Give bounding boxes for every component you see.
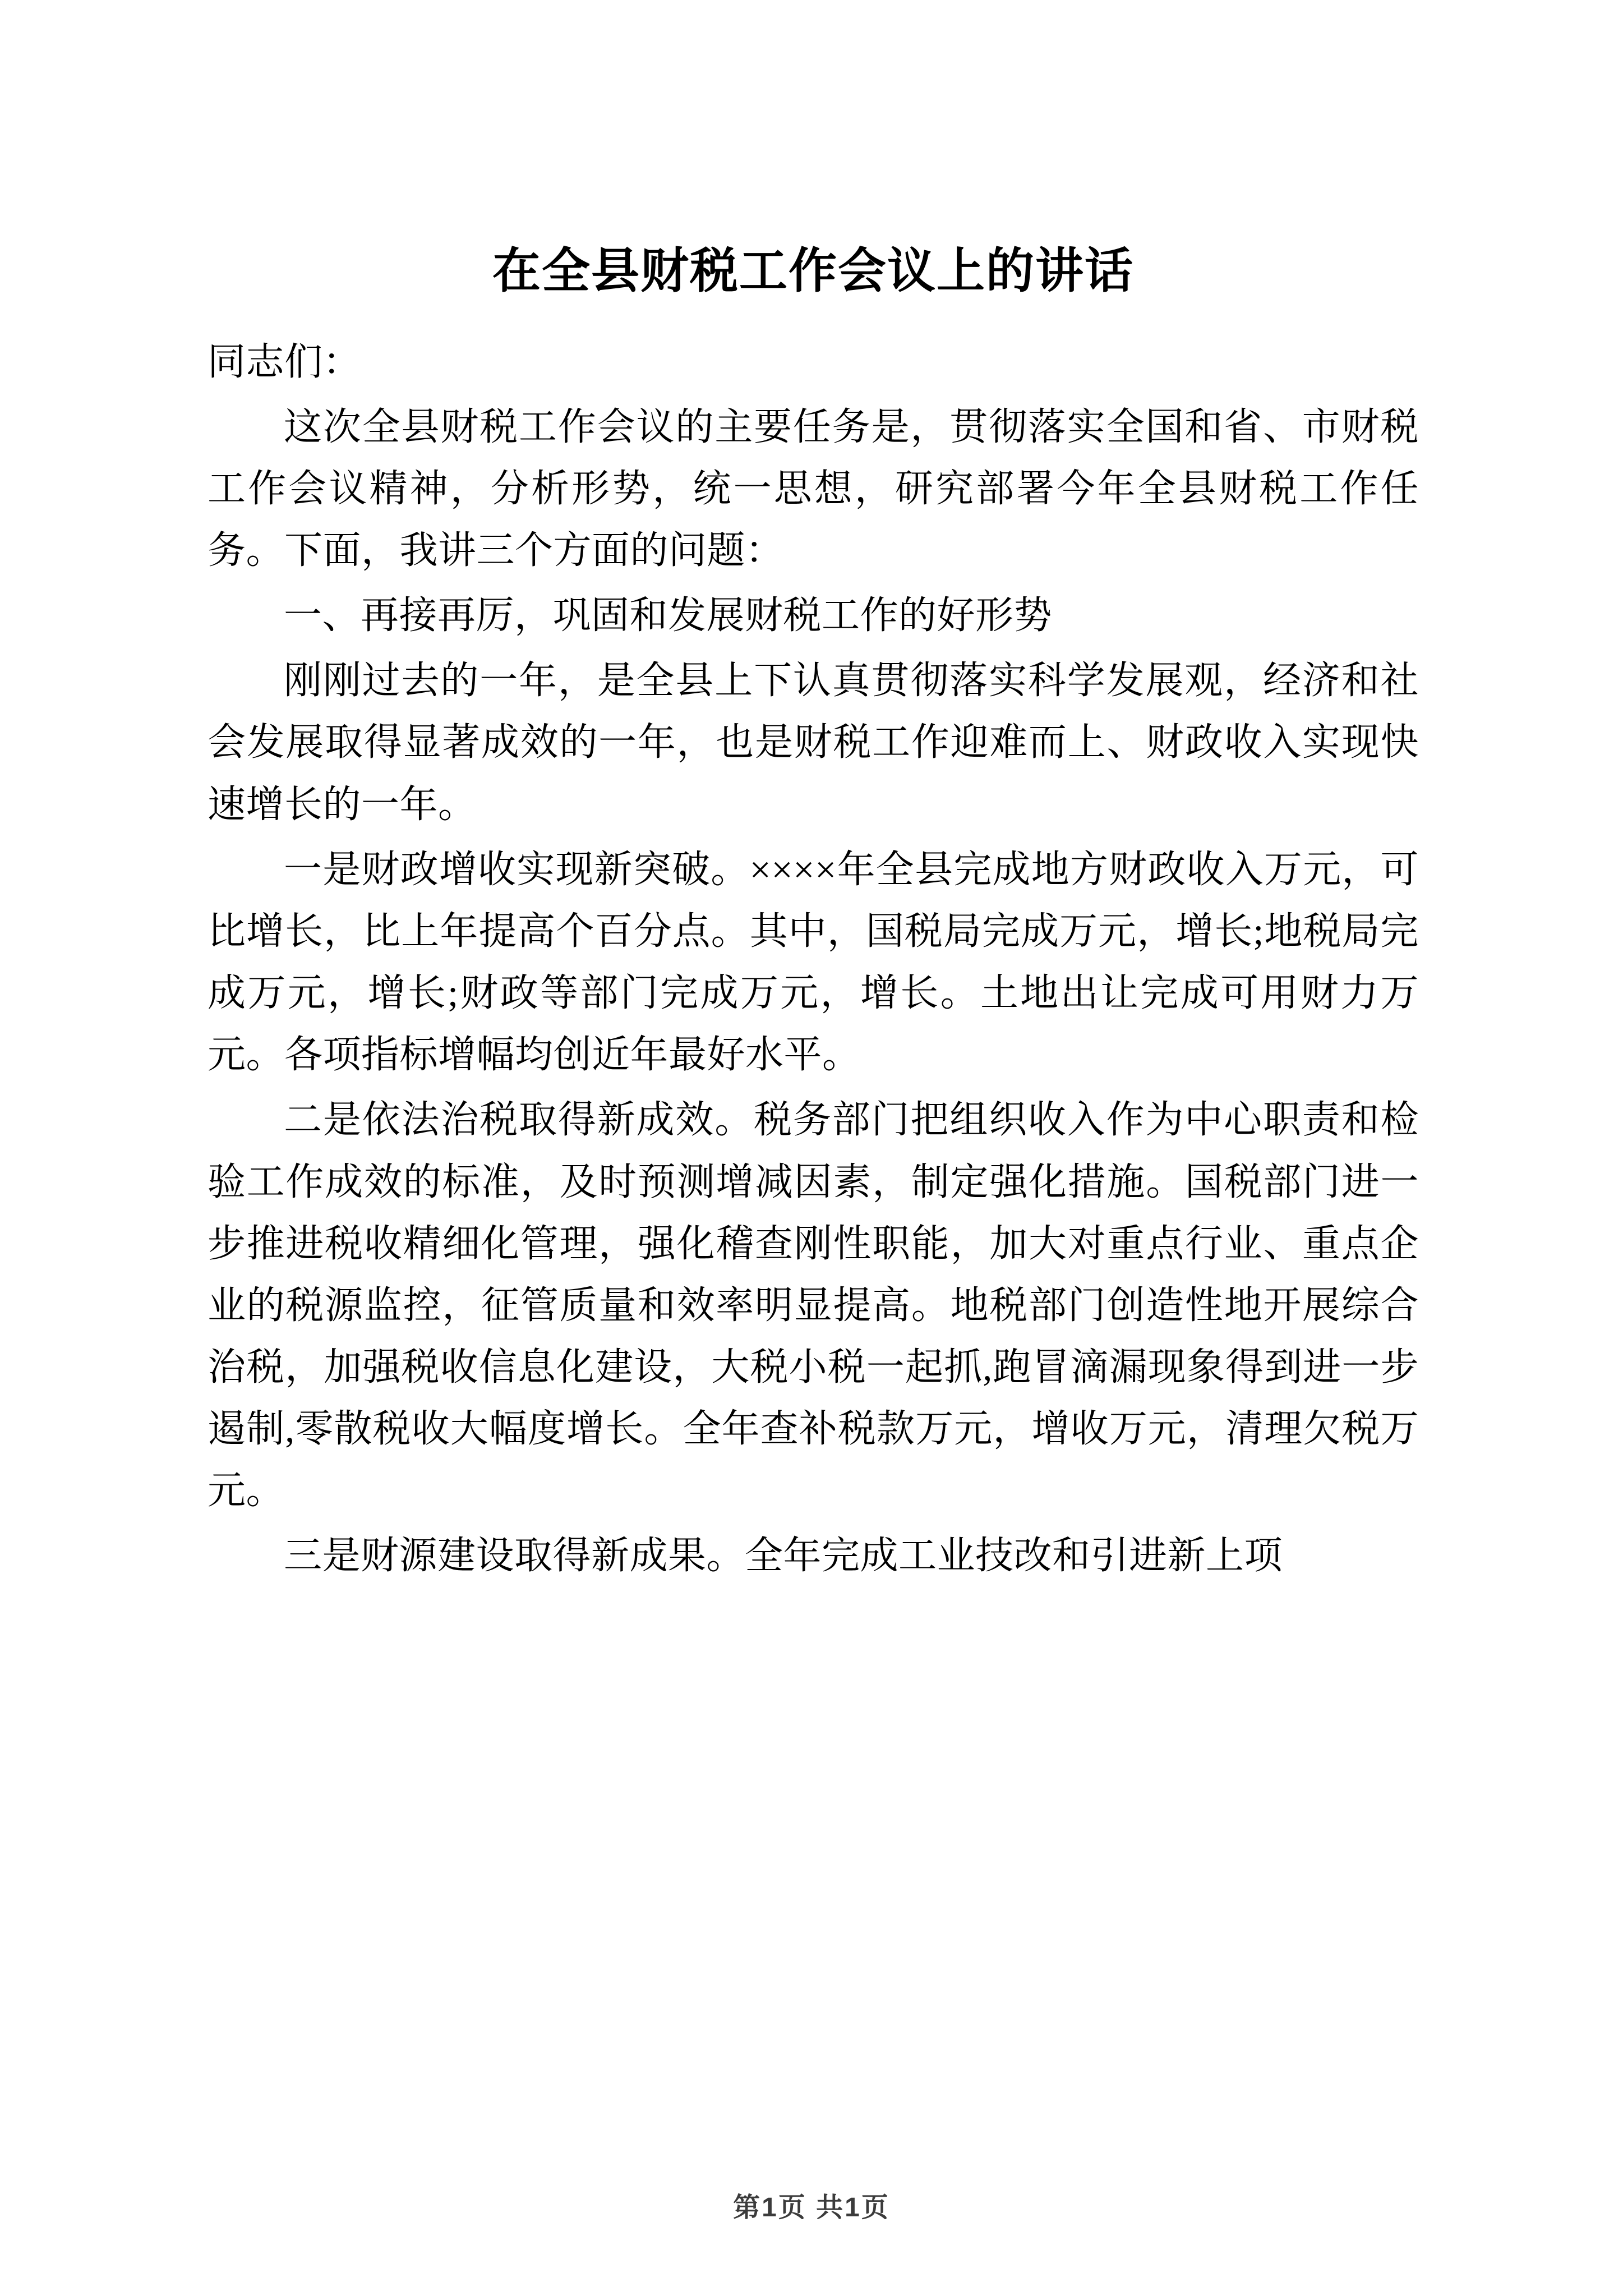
paragraph-intro: 这次全县财税工作会议的主要任务是，贯彻落实全国和省、市财税工作会议精神，分析形势，统一思想，研究部署今年全县财税工作任务。下面，我讲三个方面的问题： xyxy=(208,405,1419,572)
paragraph-point-three: 三是财源建设取得新成果。全年完成工业技改和引进新上项 xyxy=(284,1534,1283,1577)
page-title: 在全县财税工作会议上的讲话 xyxy=(492,244,1134,298)
document-body xyxy=(208,241,1419,1590)
paragraph-section-one-heading: 一、再接再厉，巩固和发展财税工作的好形势 xyxy=(284,594,1053,637)
paragraph-point-one: 一是财政增收实现新突破。××××年全县完成地方财政收入万元，可比增长，比上年提高个百分点。其中，国税局完成万元，增长;地税局完成万元，增长;财政等部门完成万元，增长。土地出让完成可用财力万元。各项指标增幅均创近年最好水平。 xyxy=(208,848,1419,1076)
paragraph-point-two: 二是依法治税取得新成效。税务部门把组织收入作为中心职责和检验工作成效的标准，及时预测增减因素，制定强化措施。国税部门进一步推进税收精细化管理，强化稽查刚性职能，加大对重点行业、重点企业的税源监控，征管质量和效率明显提高。地税部门创造性地开展综合治税，加强税收信息化建设，大税小税一起抓,跑冒滴漏现象得到进一步遏制,零散税收大幅度增长。全年查补税款万元，增收万元，清理欠税万元。 xyxy=(208,1098,1419,1512)
paragraph-section-one-body: 刚刚过去的一年，是全县上下认真贯彻落实科学发展观，经济和社会发展取得显著成效的一年，也是财税工作迎难而上、财政收入实现快速增长的一年。 xyxy=(208,659,1419,826)
paragraph-salutation: 同志们： xyxy=(208,340,362,383)
page-footer: 第1页 共1页 xyxy=(733,2193,890,2223)
